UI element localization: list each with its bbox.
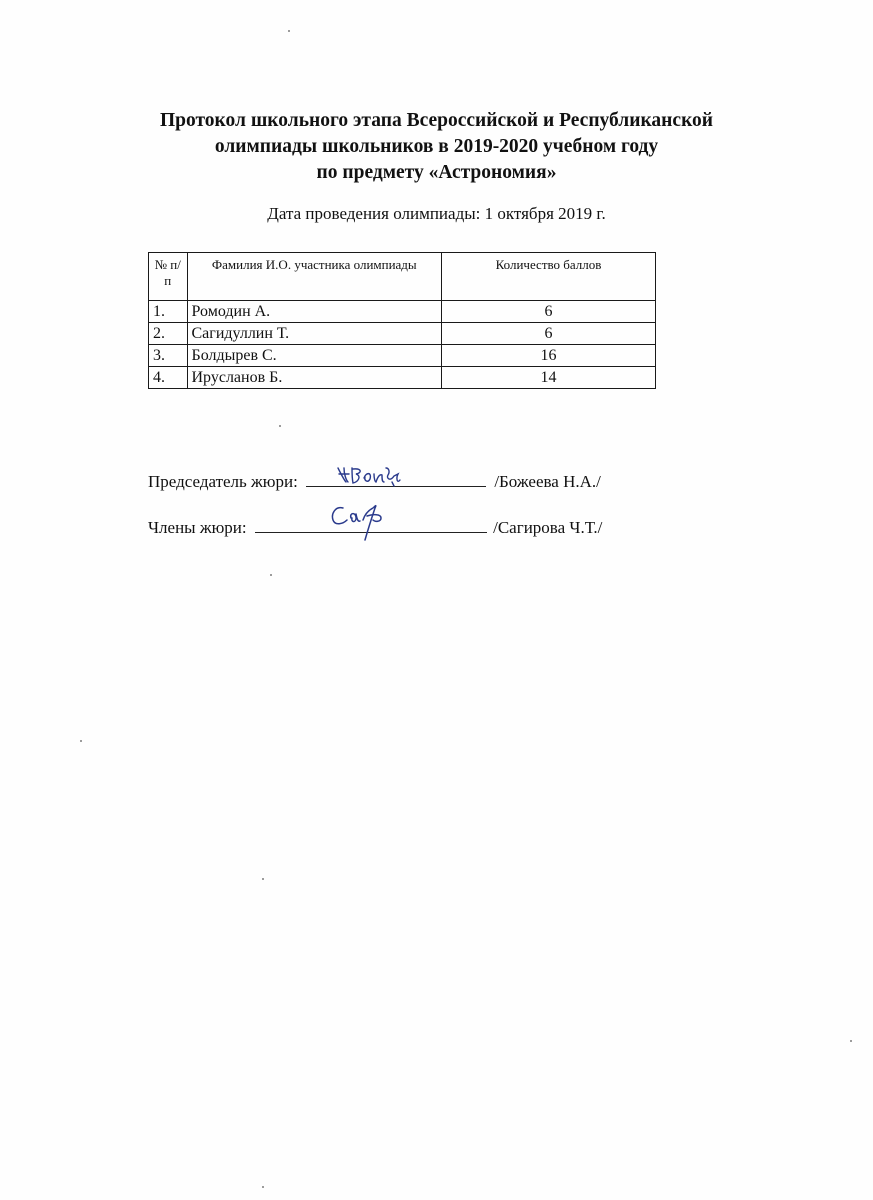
row-name: Болдырев С. <box>187 345 442 367</box>
member-signature-field <box>255 516 487 533</box>
olympiad-date: Дата проведения олимпиады: 1 октября 2019 г. <box>267 204 606 223</box>
title-line-2: олимпиады школьников в 2019-2020 учебном году <box>214 136 659 157</box>
row-name: Ромодин А. <box>187 301 442 323</box>
row-num: 2. <box>149 323 188 345</box>
scan-speck <box>850 1040 852 1042</box>
row-name: Ирусланов Б. <box>187 367 442 389</box>
row-score: 16 <box>442 345 656 367</box>
row-score: 6 <box>442 301 656 323</box>
table-row <box>149 345 656 367</box>
scan-speck <box>262 878 264 880</box>
results-table <box>148 252 656 389</box>
member-name: /Сагирова Ч.Т./ <box>493 518 603 537</box>
chair-label: Председатель жюри: <box>148 472 298 491</box>
table-row <box>149 301 656 323</box>
chair-handwritten-signature <box>334 462 414 488</box>
title-line-3: по предмету «Астрономия» <box>316 162 557 183</box>
row-num: 1. <box>149 301 188 323</box>
row-name: Сагидуллин Т. <box>187 323 442 345</box>
row-num: 3. <box>149 345 188 367</box>
chair-signature-field <box>306 470 486 487</box>
header-score: Количество баллов <box>442 253 656 301</box>
chair-signature-line <box>148 470 601 492</box>
scan-speck <box>279 425 281 427</box>
row-score: 6 <box>442 323 656 345</box>
chair-name: /Божеева Н.А./ <box>494 472 601 491</box>
scan-speck <box>262 1186 264 1188</box>
table-row <box>149 367 656 389</box>
member-handwritten-signature <box>329 500 399 544</box>
header-num: № п/п <box>149 253 188 301</box>
title-line-1: Протокол школьного этапа Всероссийской и Республиканской <box>159 110 714 131</box>
scan-speck <box>80 740 82 742</box>
scan-speck <box>288 30 290 32</box>
row-score: 14 <box>442 367 656 389</box>
table-header-row <box>149 253 656 301</box>
members-label: Члены жюри: <box>148 518 247 537</box>
header-name: Фамилия И.О. участника олимпиады <box>187 253 442 301</box>
row-num: 4. <box>149 367 188 389</box>
table-row <box>149 323 656 345</box>
members-signature-line <box>148 516 602 538</box>
scan-speck <box>270 574 272 576</box>
